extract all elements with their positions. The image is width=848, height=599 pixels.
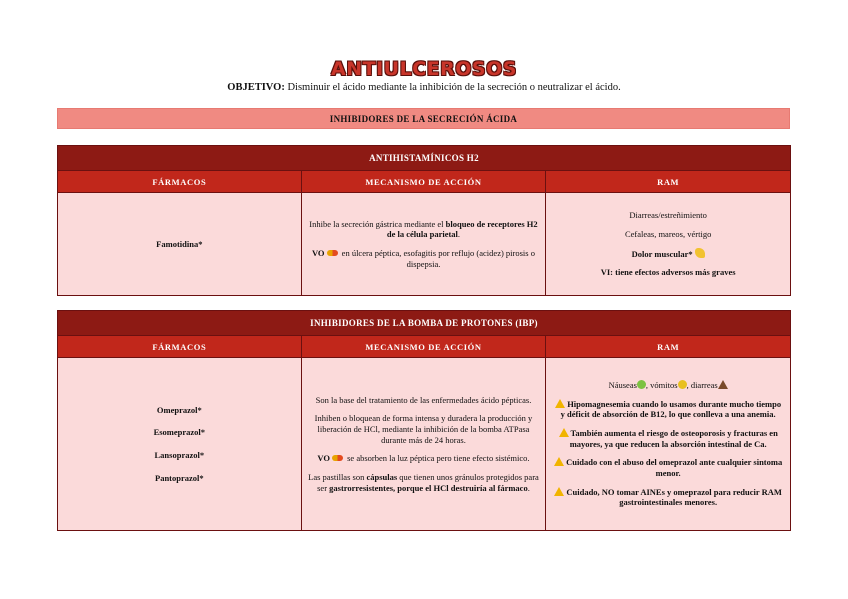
col-header-farmacos: FÁRMACOS [58, 336, 302, 358]
drug-pantoprazol: Pantoprazol* [155, 472, 204, 483]
warning-icon [554, 457, 564, 466]
muscle-icon [695, 248, 705, 258]
ibp-ram-4: Cuidado con el abuso del omeprazol ante cualquier sintoma menor. [552, 457, 784, 478]
objective-text: Disminuir el ácido mediante la inhibición de la secreción o neutralizar el ácido. [284, 82, 621, 93]
drug-famotidina: Famotidina* [156, 238, 203, 249]
drug-omeprazol: Omeprazol* [156, 404, 202, 415]
h2-table [57, 145, 791, 296]
h2-ram-3: Dolor muscular* [552, 248, 784, 260]
page-title: ANTIULCEROSOS [331, 58, 517, 80]
col-header-farmacos: FÁRMACOS [58, 171, 302, 193]
ibp-ram-1: Náuseas , vómitos , diarreas [552, 380, 784, 391]
ibp-table-header: INHIBIDORES DE LA BOMBA DE PROTONES (IBP) [58, 311, 791, 336]
h2-ram-1: Diarreas/estreñimiento [629, 210, 707, 221]
ibp-mechanism-cell [301, 358, 546, 531]
ibp-mechanism-p3: VO se absorben la luz péptica pero tiene efecto sistémico. [317, 453, 530, 464]
h2-ram-cell [546, 193, 791, 296]
h2-drug-cell [58, 193, 302, 296]
ibp-mechanism-p2: Inhiben o bloquean de forma intensa y duradera la producción y liberación de HCl, mediante la inhibición de la bomba ATPasa durante más de 24 horas. [314, 413, 533, 445]
h2-mechanism-p1: Inhibe la secreción gástrica mediante el bloqueo de receptores H2 de la célula parietal. [309, 218, 538, 240]
warning-icon [554, 487, 564, 496]
col-header-mecanismo: MECANISMO DE ACCIÓN [301, 171, 546, 193]
drug-esomeprazol: Esomeprazol* [153, 427, 206, 438]
pill-icon [327, 250, 338, 256]
ibp-ram-cell [546, 358, 791, 531]
drug-lansoprazol: Lansoprazol* [154, 450, 205, 460]
col-header-mecanismo: MECANISMO DE ACCIÓN [301, 336, 546, 358]
ibp-ram-2: Hipomagnesemia cuando lo usamos durante mucho tiempo y déficit de absorción de B12, lo que conlleva a una anemia. [552, 399, 784, 420]
h2-mechanism-p2: VO en úlcera péptica, esofagitis por reflujo (acidez) pirosis o dispepsia. [311, 248, 535, 269]
ibp-ram-3: También aumenta el riesgo de osteoporosis y fracturas en mayores, ya que reducen la absorción intestinal de Ca. [552, 428, 784, 449]
h2-table-header: ANTIHISTAMÍNICOS H2 [58, 146, 791, 171]
ibp-mechanism-p4: Las pastillas son cápsulas que tienen unos gránulos protegidos para ser gastrorresistentes, porque el HCl destruiría al fármaco. [308, 471, 539, 493]
section-banner: INHIBIDORES DE LA SECRECIÓN ÁCIDA [57, 108, 790, 129]
ibp-ram-5: Cuidado, NO tomar AINEs y omeprazol para reducir RAM gastrointestinales menores. [552, 487, 784, 508]
objective-line [0, 82, 848, 93]
ibp-mechanism-p1: Son la base del tratamiento de las enfermedades ácido pépticas. [315, 394, 532, 405]
ibp-table [57, 310, 791, 531]
h2-ram-4: VI: tiene efectos adversos más graves [600, 267, 736, 278]
vomit-face-icon [678, 380, 687, 389]
objective-label: OBJETIVO: [227, 82, 285, 93]
h2-mechanism-cell [301, 193, 546, 296]
pill-icon [332, 455, 343, 461]
ibp-drug-cell [58, 358, 302, 531]
nausea-face-icon [637, 380, 646, 389]
warning-icon [559, 428, 569, 437]
h2-ram-2: Cefaleas, mareos, vértigo [624, 228, 712, 239]
col-header-ram: RAM [546, 336, 791, 358]
poop-icon [718, 380, 728, 389]
warning-icon [555, 399, 565, 408]
col-header-ram: RAM [546, 171, 791, 193]
